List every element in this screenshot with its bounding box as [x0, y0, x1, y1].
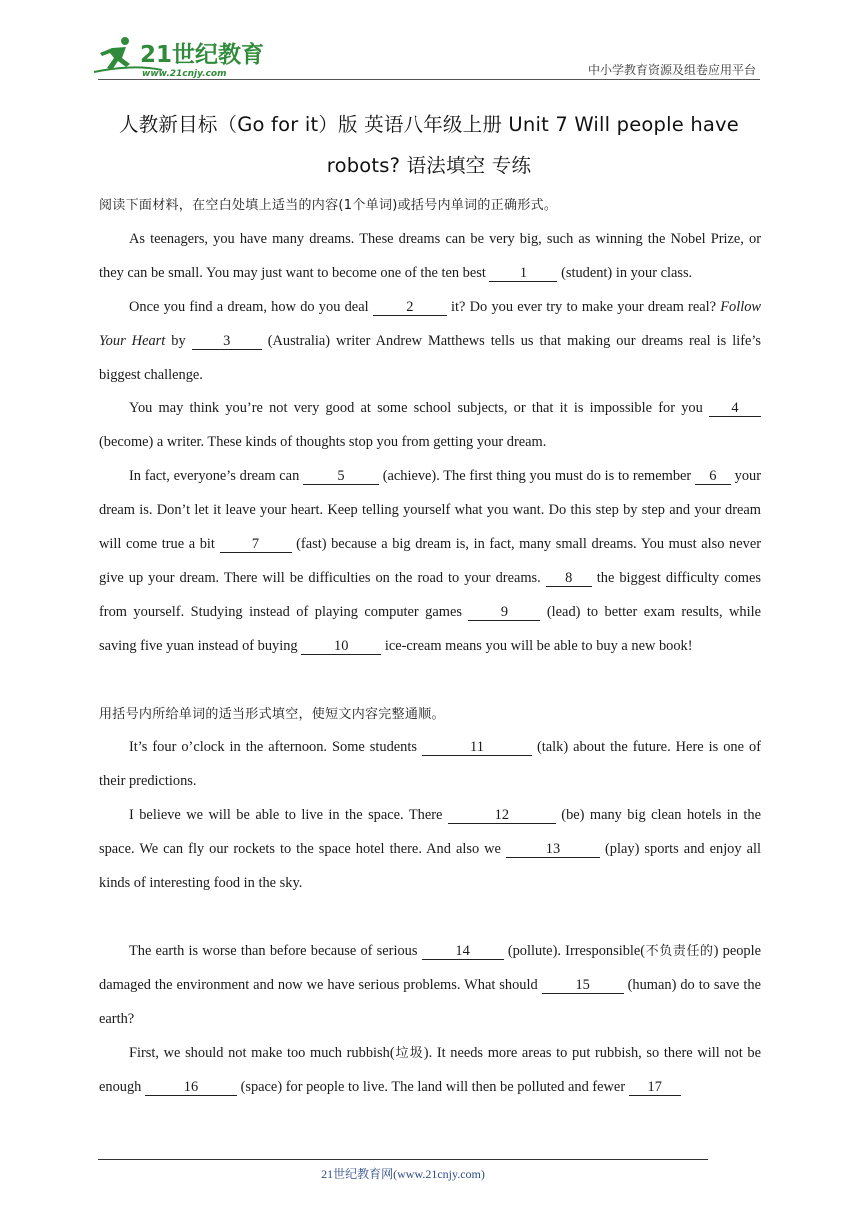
page-header: [0, 0, 860, 80]
book-title: Follow Your Heart: [99, 298, 761, 349]
header-divider: [98, 79, 760, 80]
blank-7[interactable]: 7: [220, 536, 292, 553]
blank-4[interactable]: 4: [709, 400, 761, 417]
paragraph: As teenagers, you have many dreams. These dreams can be very big, such as winning the Nobel Prize, or they can be small. You may just want to become one of the ten best 1 (student) in your class.: [99, 230, 761, 281]
blank-5[interactable]: 5: [303, 468, 379, 485]
blank-10[interactable]: 10: [301, 638, 381, 655]
document-body: [99, 189, 761, 1104]
paragraph: It’s four o’clock in the afternoon. Some students 11 (talk) about the future. Here is one of their predictions.: [99, 739, 761, 790]
svg-text:21世纪教育: 21世纪教育: [140, 42, 265, 68]
blank-1[interactable]: 1: [489, 265, 557, 282]
section-1-instruction: 阅读下面材料，在空白处填上适当的内容(1个单词)或括号内单词的正确形式。: [99, 198, 558, 213]
blank-9[interactable]: 9: [468, 604, 540, 621]
blank-16[interactable]: 16: [145, 1079, 237, 1096]
blank-17[interactable]: 17: [629, 1079, 681, 1096]
blank-15[interactable]: 15: [542, 977, 624, 994]
blank-6[interactable]: 6: [695, 468, 731, 485]
footer-text: 21世纪教育网(www.21cnjy.com): [321, 1167, 485, 1181]
blank-3[interactable]: 3: [192, 333, 262, 350]
title-line-2: robots? 语法填空 专练: [326, 154, 532, 177]
blank-13[interactable]: 13: [506, 841, 600, 858]
blank-11[interactable]: 11: [422, 739, 532, 756]
page-title: [98, 104, 760, 186]
blank-14[interactable]: 14: [422, 943, 504, 960]
spacer: [99, 664, 761, 698]
paragraph: First, we should not make too much rubbish(垃圾). It needs more areas to put rubbish, so there will not be enough 16 (space) for people to live. The land will then be polluted and fewer 17: [99, 1044, 761, 1095]
footer-divider: [98, 1159, 708, 1160]
blank-12[interactable]: 12: [448, 807, 556, 824]
paragraph: The earth is worse than before because of serious 14 (pollute). Irresponsible(不负责任的) people damaged the environment and now we have serious problems. What should 15 (human) do to save the earth?: [99, 942, 761, 1027]
svg-text:www.21cnjy.com: www.21cnjy.com: [142, 69, 227, 79]
paragraph: You may think you’re not very good at some school subjects, or that it is impossible for you 4 (become) a writer. These kinds of thoughts stop you from getting your dream.: [99, 392, 761, 460]
blank-8[interactable]: 8: [546, 570, 592, 587]
paragraph: Once you find a dream, how do you deal 2 it? Do you ever try to make your dream real? Follow Your Heart by 3 (Australia) writer Andrew Matthews tells us that making our dreams real is life’s biggest challenge.: [99, 298, 762, 383]
paragraph: In fact, everyone’s dream can 5 (achieve). The first thing you must do is to remember 6 your dream is. Don’t let it leave your heart. Keep telling yourself what you want. Do this step by step and your dream will come true a bit 7 (fast) because a big dream is, in fact, many small dreams. You must also never give up your dream. There will be difficulties on the road to your dreams. 8 the biggest difficulty comes from yourself. Studying instead of playing computer games 9 (lead) to better exam results, while saving five yuan instead of buying 10 ice-cream means you will be able to buy a new book!: [99, 468, 761, 654]
spacer: [99, 901, 761, 935]
logo-21cnjy: [92, 34, 272, 80]
header-platform-text: 中小学教育资源及组卷应用平台: [587, 63, 756, 77]
blank-2[interactable]: 2: [373, 299, 447, 316]
paragraph: I believe we will be able to live in the space. There 12 (be) many big clean hotels in the space. We can fly our rockets to the space hotel there. And also we 13 (play) sports and enjoy all kinds of interesting food in the sky.: [99, 807, 761, 892]
title-line-1: 人教新目标（Go for it）版 英语八年级上册 Unit 7 Will people have: [119, 113, 739, 136]
section-2-instruction: 用括号内所给单词的适当形式填空，使短文内容完整通顺。: [99, 706, 445, 722]
